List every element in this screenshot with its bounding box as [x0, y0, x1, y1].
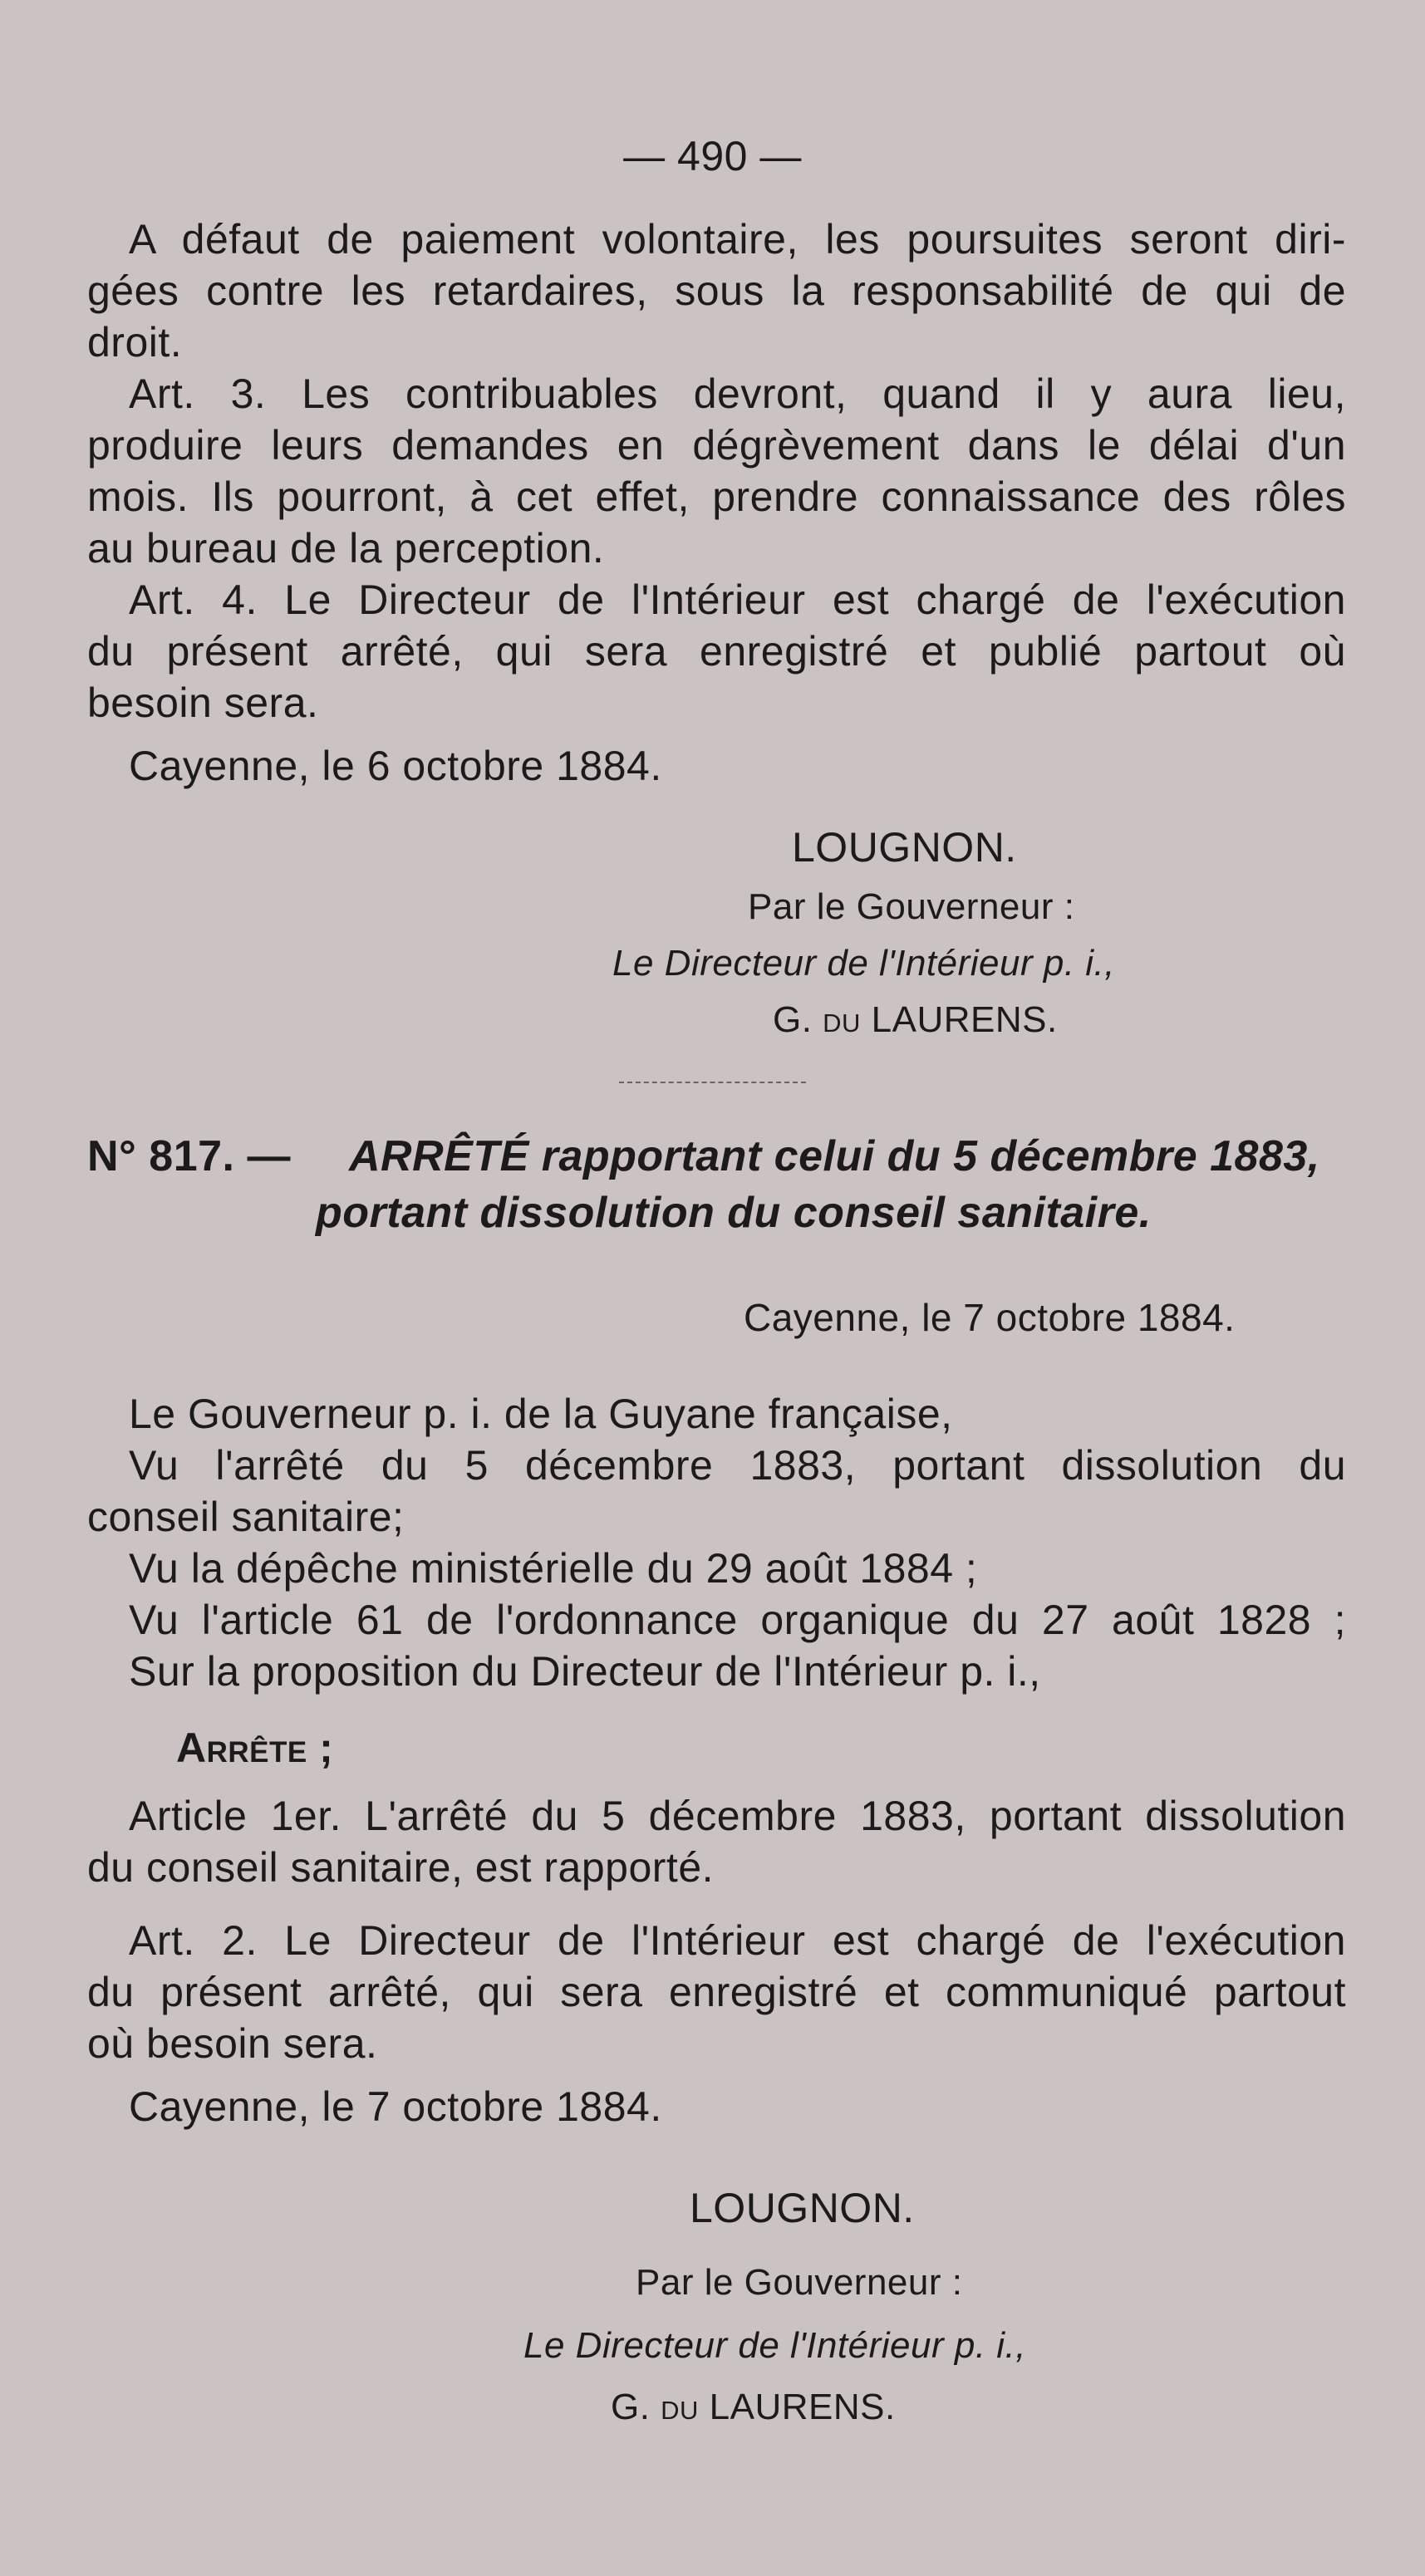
signature-role: Le Directeur de l'Intérieur p. i., [612, 943, 1116, 984]
text-line: Art. 3. Les contribuables devront, quand il y aura lieu, [129, 370, 1346, 417]
arrete-heading: Arrête ; [176, 1725, 334, 1771]
text-line: Vu la dépêche ministérielle du 29 août 1884 ; [129, 1545, 978, 1592]
decree-title: ARRÊTÉ rapportant celui du 5 décembre 1883, [349, 1132, 1320, 1180]
text-line: besoin sera. [87, 680, 319, 726]
decree-title: portant dissolution du conseil sanitaire. [316, 1189, 1152, 1237]
text-line: au bureau de la perception. [87, 525, 605, 572]
signature-by: Par le Gouverneur : [636, 2262, 963, 2303]
text-line: du conseil sanitaire, est rapporté. [87, 1844, 715, 1891]
text-line: A défaut de paiement volontaire, les poursuites seront diri- [129, 216, 1346, 263]
text-line: mois. Ils pourront, à cet effet, prendre connaissance des rôles [87, 473, 1346, 520]
text-line: droit. [87, 319, 183, 366]
decree-number: N° 817. — [87, 1132, 291, 1180]
text-line: Sur la proposition du Directeur de l'Intérieur p. i., [129, 1648, 1041, 1695]
text-line: où besoin sera. [87, 2020, 378, 2067]
page-number: — 490 — [623, 133, 802, 179]
text-line: gées contre les retardaires, sous la responsabilité de qui de [87, 267, 1346, 314]
signature-director: G. du LAURENS. [773, 999, 1058, 1040]
signature-name: LOUGNON. [792, 824, 1017, 871]
text-line: Article 1er. L'arrêté du 5 décembre 1883, portant dissolution [129, 1793, 1346, 1839]
section-divider [619, 1082, 806, 1083]
text-line: conseil sanitaire; [87, 1494, 405, 1540]
signature-name: LOUGNON. [690, 2185, 915, 2231]
text-line: Vu l'arrêté du 5 décembre 1883, portant dissolution du [129, 1442, 1346, 1489]
decree-dateline: Cayenne, le 7 octobre 1884. [744, 1296, 1236, 1339]
text-line: Vu l'article 61 de l'ordonnance organique du 27 août 1828 ; [129, 1597, 1346, 1643]
signature-by: Par le Gouverneur : [748, 886, 1075, 927]
governor-line: Le Gouverneur p. i. de la Guyane française, [129, 1391, 953, 1437]
text-line: produire leurs demandes en dégrèvement dans le délai d'un [87, 422, 1346, 469]
text-line: du présent arrêté, qui sera enregistré et publié partout où [87, 628, 1346, 675]
closing-date: Cayenne, le 7 octobre 1884. [129, 2083, 662, 2130]
text-line: Art. 2. Le Directeur de l'Intérieur est chargé de l'exécution [129, 1917, 1346, 1964]
signature-role: Le Directeur de l'Intérieur p. i., [523, 2325, 1027, 2366]
text-line: Art. 4. Le Directeur de l'Intérieur est chargé de l'exécution [129, 577, 1346, 623]
closing-date: Cayenne, le 6 octobre 1884. [129, 743, 662, 789]
signature-director: G. du LAURENS. [611, 2387, 896, 2427]
text-line: du présent arrêté, qui sera enregistré et communiqué partout [87, 1969, 1346, 2015]
